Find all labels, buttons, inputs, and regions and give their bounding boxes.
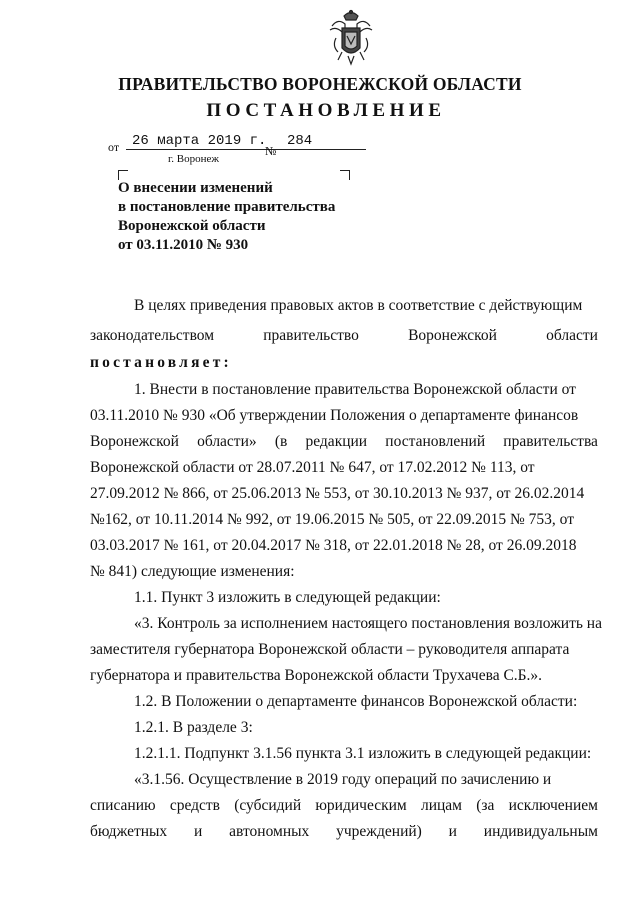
word: и [194, 823, 203, 840]
word: списанию [90, 797, 156, 814]
word: средств [169, 797, 220, 814]
word: (в [274, 433, 288, 450]
body-line: 1.2.1. В разделе 3: [134, 719, 253, 736]
body-line: заместителя губернатора Воронежской области – руководителя аппарата [90, 641, 570, 658]
word: юридическим [315, 797, 407, 814]
body-line-justified [90, 797, 598, 815]
word: (субсидий [234, 797, 302, 814]
body-line-justified [90, 327, 598, 345]
body-line: 1.1. Пункт 3 изложить в следующей редакции: [134, 589, 441, 606]
number-prefix: № [265, 144, 277, 158]
document-date: 26 марта 2019 г. [132, 133, 267, 149]
word: лицам [420, 797, 462, 814]
city-label: г. Воронеж [168, 153, 219, 165]
word: редакции [305, 433, 368, 450]
word: области» [197, 433, 257, 450]
body-line: «3. Контроль за исполнением настоящего постановления возложить на [134, 615, 602, 632]
word: законодательством [90, 327, 215, 344]
document-number: 284 [287, 133, 313, 149]
word: бюджетных [90, 823, 168, 840]
body-line: 03.11.2010 № 930 «Об утверждении Положения о департаменте финансов [90, 407, 579, 424]
body-line: губернатора и правительства Воронежской области Трухачева С.Б.». [90, 667, 543, 684]
word: учреждений) [336, 823, 422, 840]
word: исключением [508, 797, 598, 814]
number-underline [283, 149, 351, 150]
body-line: «3.1.56. Осуществление в 2019 году операций по зачислению и [134, 771, 552, 788]
body-line: 1.2.1.1. Подпункт 3.1.56 пункта 3.1 изложить в следующей редакции: [134, 745, 592, 762]
body-line: 1.2. В Положении о департаменте финансов Воронежской области: [134, 693, 578, 710]
document-type: ПОСТАНОВЛЕНИЕ [206, 100, 446, 121]
date-prefix: от [108, 140, 120, 154]
word: и [448, 823, 457, 840]
body-line: №162, от 10.11.2014 № 992, от 19.06.2015 № 505, от 22.09.2015 № 753, от [90, 511, 574, 528]
word: правительство [263, 327, 359, 344]
subject-line: в постановление правительства [118, 199, 336, 215]
body-line-justified [90, 823, 598, 841]
word: автономных [229, 823, 310, 840]
word: индивидуальным [483, 823, 598, 840]
word: Воронежской [408, 327, 497, 344]
subject-line: от 03.11.2010 № 930 [118, 237, 249, 253]
body-line: Воронежской области от 28.07.2011 № 647, от 17.02.2012 № 113, от [90, 459, 535, 476]
word: правительства [503, 433, 598, 450]
body-line-justified [90, 433, 598, 451]
word: постановлений [385, 433, 486, 450]
organization-title: ПРАВИТЕЛЬСТВО ВОРОНЕЖСКОЙ ОБЛАСТИ [118, 74, 522, 94]
subject-line: О внесении изменений [118, 180, 273, 196]
subject-line: Воронежской области [118, 218, 266, 234]
body-line: 27.09.2012 № 866, от 25.06.2013 № 553, от 30.10.2013 № 937, от 26.02.2014 [90, 485, 585, 502]
date-block [108, 133, 368, 155]
word: (за [476, 797, 495, 814]
body-line: В целях приведения правовых актов в соответствие с действующим [134, 297, 583, 314]
coat-of-arms-icon [326, 8, 376, 66]
body-line: 03.03.2017 № 161, от 20.04.2017 № 318, от 22.01.2018 № 28, от 26.09.2018 [90, 537, 577, 554]
resolves-label: постановляет: [90, 354, 232, 371]
subject-block [118, 179, 418, 255]
word: области [546, 327, 598, 344]
word: Воронежской [90, 433, 179, 450]
body-line: № 841) следующие изменения: [90, 563, 295, 580]
body-line: 1. Внести в постановление правительства Воронежской области от [134, 381, 576, 398]
